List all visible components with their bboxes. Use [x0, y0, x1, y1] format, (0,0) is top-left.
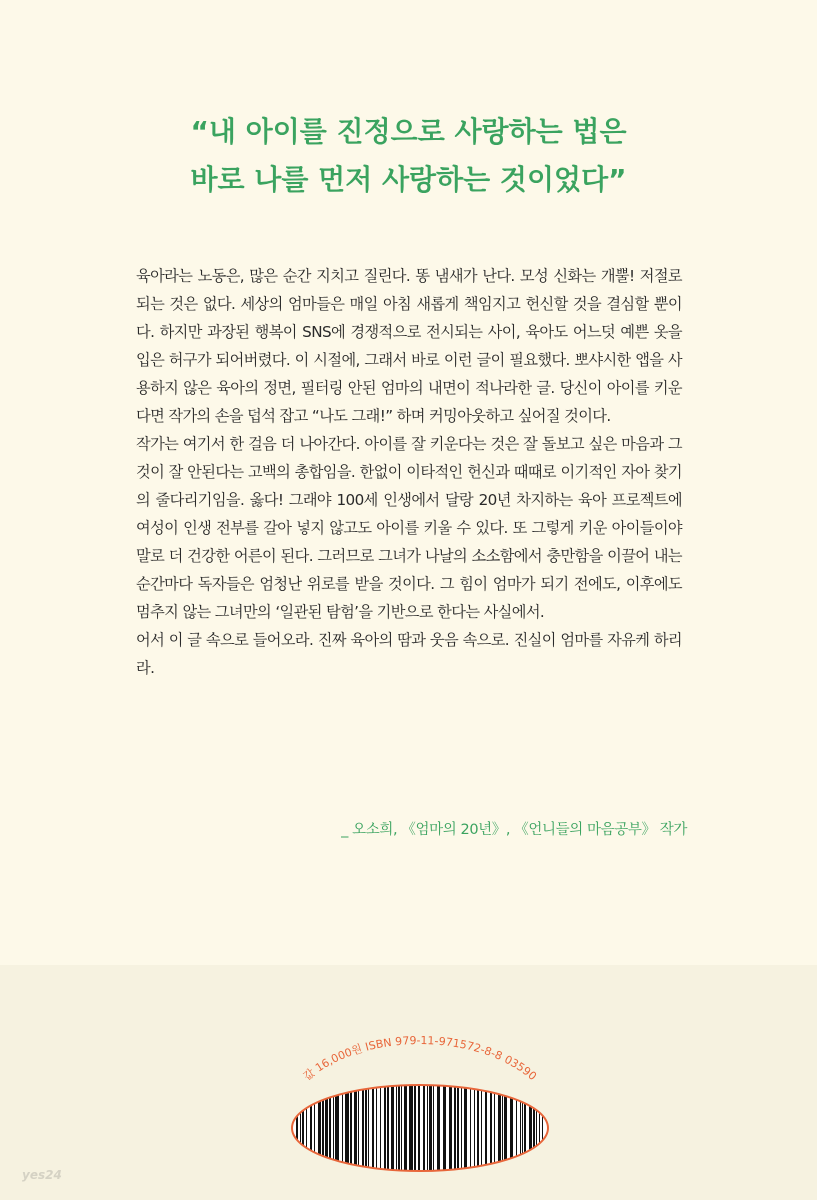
barcode-bar [418, 1080, 420, 1176]
barcode-bar [464, 1080, 467, 1176]
barcode-bar [477, 1080, 479, 1176]
barcode-bar [380, 1080, 381, 1176]
barcode-bar [470, 1080, 471, 1176]
barcode-bar [368, 1080, 369, 1176]
barcode-graphic [270, 1000, 570, 1180]
barcode-bar [520, 1080, 521, 1176]
barcode-bar [310, 1080, 312, 1176]
headline-quote [0, 108, 817, 204]
barcode-bar [449, 1080, 452, 1176]
barcode-bar [404, 1080, 407, 1176]
barcode-bar [429, 1080, 432, 1176]
barcode-bar [314, 1080, 315, 1176]
price-isbn-text [300, 1034, 539, 1083]
barcode-bar [414, 1080, 416, 1176]
barcode-bar [306, 1080, 307, 1176]
barcode-bar [461, 1080, 462, 1176]
barcode-bar [457, 1080, 459, 1176]
barcode-bar [522, 1080, 523, 1176]
barcode-bar [384, 1080, 386, 1176]
review-attribution: _ 오소희, 《엄마의 20년》, 《언니들의 마음공부》 작가 [341, 822, 687, 838]
body-paragraph: 어서 이 글 속으로 들어오라. 진짜 육아의 땀과 웃음 속으로. 진실이 엄마를 자유케 하리라. [136, 631, 682, 677]
barcode-bar [485, 1080, 487, 1176]
barcode-bar [423, 1080, 425, 1176]
barcode-bar [391, 1080, 394, 1176]
barcode-bar [529, 1080, 532, 1176]
barcode-bar [454, 1080, 456, 1176]
barcode-bar [409, 1080, 413, 1176]
barcode-bar [376, 1080, 377, 1176]
barcode-bar [443, 1080, 446, 1176]
barcode-bar [398, 1080, 400, 1176]
barcode-bar [474, 1080, 475, 1176]
review-body [136, 262, 682, 682]
barcode-bar [302, 1080, 304, 1176]
barcode-bar [322, 1080, 324, 1176]
barcode-bar [490, 1080, 492, 1176]
barcode-bar [510, 1080, 513, 1176]
barcode-bar [345, 1080, 349, 1176]
barcode-bar [396, 1080, 397, 1176]
body-paragraph: 육아라는 노동은, 많은 순간 지치고 질린다. 똥 냄새가 난다. 모성 신화는 개뿔! 저절로 되는 것은 없다. 세상의 엄마들은 매일 아침 새롭게 책임지고 헌신할 것을 결심할 뿐이다. 하지만 과장된 행복이 SNS에 경쟁적으로 전시되는 사이, 육아도 어느덧 예쁜 옷을 입은 허구가 되어버렸다. 이 시절에, 그래서 바로 이런 글이 필요했다. 뽀샤시한 앱을 사용하지 않은 육아의 정면, 필터링 안된 엄마의 내면이 적나라한 글. 당신이 아이를 키운다면 작가의 손을 덥석 잡고 “나도 그래!” 하며 커밍아웃하고 싶어질 것이다. [136, 267, 682, 425]
barcode-bar [494, 1080, 495, 1176]
barcode-bar [387, 1080, 389, 1176]
barcode-bar [437, 1080, 440, 1176]
barcode-bar [433, 1080, 434, 1176]
barcode-bar [401, 1080, 402, 1176]
barcode-bar [516, 1080, 517, 1176]
barcode-bar [504, 1080, 507, 1176]
barcode-bar [296, 1080, 298, 1176]
barcode-bar [350, 1080, 352, 1176]
barcode-bar [362, 1080, 364, 1176]
body-paragraph: 작가는 여기서 한 걸음 더 나아간다. 아이를 잘 키운다는 것은 잘 돌보고 싶은 마음과 그것이 잘 안된다는 고백의 총합임을. 한없이 이타적인 헌신과 때때로 이기적인 자아 찾기의 줄다리기임을. 옳다! 그래야 100세 인생에서 달랑 20년 차지하는 육아 프로젝트에 여성이 인생 전부를 갈아 넣지 않고도 아이를 키울 수 있다. 또 그렇게 키운 아이들이야말로 더 건강한 어른이 된다. 그러므로 그녀가 나날의 소소함에서 충만함을 이끌어 내는 순간마다 독자들은 엄청난 위로를 받을 것이다. 그 힘이 엄마가 되기 전에도, 이후에도 멈추지 않는 그녀만의 ‘일관된 탐험’을 기반으로 한다는 사실에서. [136, 435, 682, 621]
barcode-bar [333, 1080, 334, 1176]
barcode-bar [536, 1080, 537, 1176]
barcode-bar [300, 1080, 301, 1176]
barcode-bars [296, 1080, 543, 1176]
barcode-bar [539, 1080, 540, 1176]
barcode-bar [329, 1080, 331, 1176]
barcode-bar [427, 1080, 428, 1176]
barcode-stamp [270, 1000, 570, 1180]
headline-line-2: 바로 나를 먼저 사랑하는 것이었다” [190, 163, 627, 196]
barcode-bar [481, 1080, 482, 1176]
barcode-bar [354, 1080, 357, 1176]
barcode-bar [358, 1080, 359, 1176]
barcode-bar [533, 1080, 535, 1176]
barcode-bar [325, 1080, 328, 1176]
price-isbn-path: 값 16,000원 ISBN 979-11-971572-8-8 03590 [300, 1033, 540, 1084]
barcode-bar [524, 1080, 526, 1176]
watermark-logo: yes24 [22, 1168, 62, 1182]
barcode-bar [318, 1080, 321, 1176]
barcode-bar [365, 1080, 367, 1176]
barcode-bar [542, 1080, 543, 1176]
headline-line-1: “내 아이를 진정으로 사랑하는 법은 [190, 115, 627, 148]
barcode-bar [372, 1080, 374, 1176]
